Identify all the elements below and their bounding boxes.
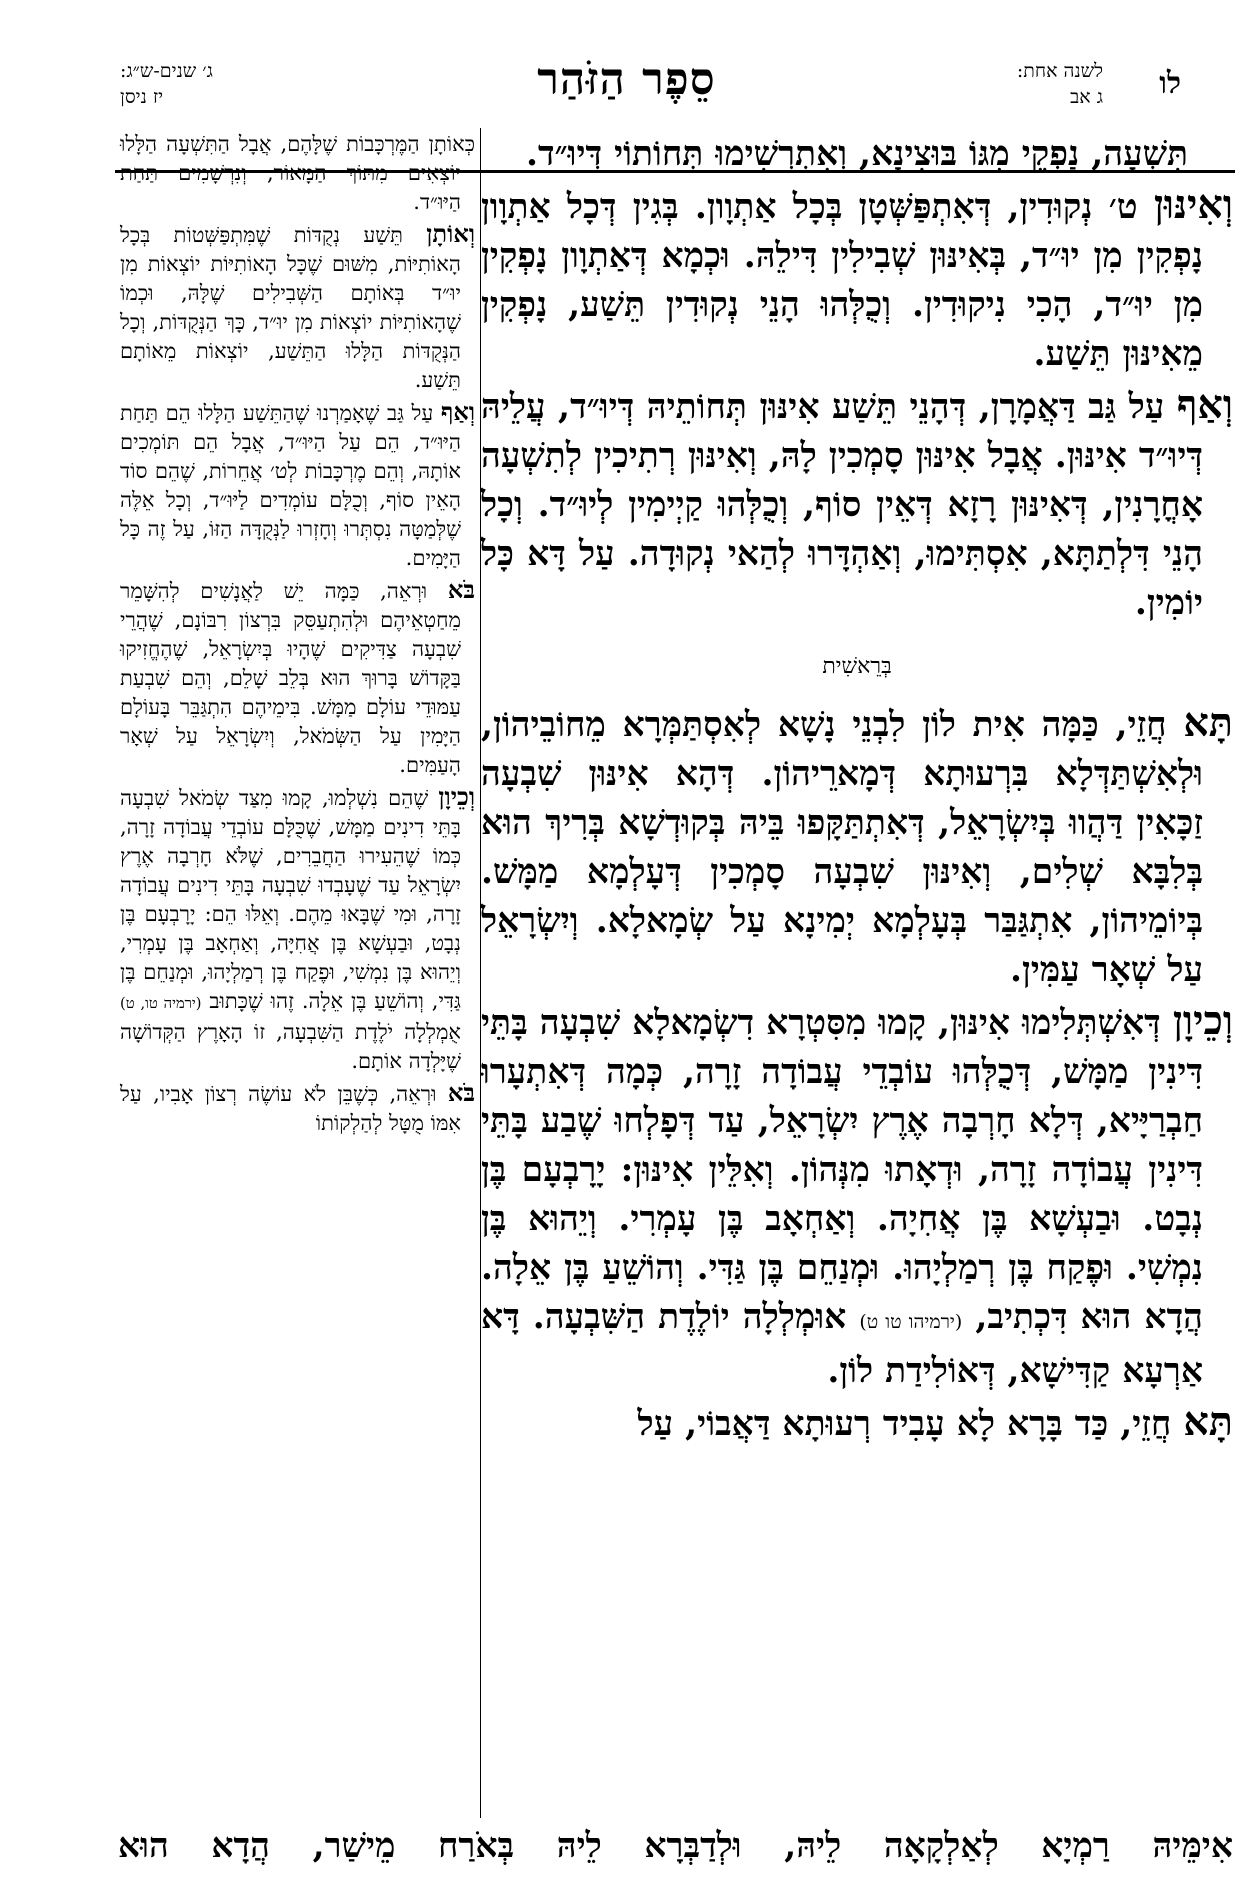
side-paragraph-2-lead: וְאוֹתָן	[426, 219, 475, 248]
main-paragraph-1: תִּשְׁעָה, נַפְקֵי מִגּוֹ בּוּצִינָא, וְאִתְרְשִׁימוּ תְּחוֹתוֹי דְּיוּ״ד.	[525, 134, 1189, 174]
schedule-three-years-label: ג׳ שנים-ש״ג:	[120, 60, 213, 82]
main-paragraph-2-lead: וְאִינּוּן	[1153, 182, 1233, 228]
side-paragraph-6-lead: בֹּא	[447, 1078, 475, 1107]
main-paragraph-3-lead: וְאַף	[1176, 382, 1233, 428]
book-title: סֵפֶר הַזֹּהַר	[537, 54, 716, 105]
side-paragraph-5-text: שֶׁהֵם נִשְׁלְמוּ, קָמוּ מִצַּד שְׂמֹאל שִׁבְעָה בָּתֵּי דִינִים מַמָּשׁ, שֶׁכֻּלָּם עוֹבְדֵי עֲבוֹדָה זָרָה, כְּמוֹ שֶׁהֵעִירוּ הַחֲבֵרִים, שֶׁלֹּא חָרְבָה אֶרֶץ יִשְׂרָאֵל עַד שֶׁעָבְדוּ שִׁבְעָה בָּתֵּי דִינִים עֲבוֹדָה זָרָה, וּמִי שֶׁבָּאוּ מֵהֶם. וְאֵלּוּ הֵם: יָרָבְעָם בֶּן נְבָט, וּבַעְשָׁא בֶּן אֲחִיָּה, וְאַחְאָב בֶּן עָמְרִי, וְיֵהוּא בֶּן נִמְשִׁי, וּפֶקַח בֶּן רְמַלְיָהוּ, וּמְנַחֵם בֶּן גַּדִּי, וְהוֹשֵׁעַ בֶּן אֵלָה. זֶהוּ שֶׁכָּתוּב	[120, 786, 461, 1013]
schedule-one-year-date: ג אב	[1070, 86, 1103, 108]
side-paragraph-2-text: תֵּשַׁע נְקֻדּוֹת שֶׁמִּתְפַּשְּׁטוֹת בְּכָל הָאוֹתִיּוֹת, מִשּׁוּם שֶׁכָּל הָאוֹתִיּוֹת יוֹצְאוֹת מִן יוּ״ד בְּאוֹתָם הַשְּׁבִילִים שֶׁלָּהּ, וּכְמוֹ שֶׁהָאוֹתִיּוֹת יוֹצְאוֹת מִן יוּ״ד, כָּךְ הַנְּקֻדּוֹת, וְכָל הַנְּקֻדּוֹת הַלָּלוּ הַתֵּשַׁע, יוֹצְאוֹת מֵאוֹתָם תֵּשַׁע.	[120, 223, 461, 392]
side-paragraph-1: כְּאוֹתָן הַמֶּרְכָּבוֹת שֶׁלָּהֶם, אֲבָל הַתִּשְׁעָה הַלָּלוּ יוֹצְאִים מִתּוֹךְ הַמָּאוֹר, וְנִרְשָׁמִים תַּחַת הַיּוּ״ד.	[120, 132, 475, 214]
full-width-bottom-line: אִימֵּיהּ רַמְיָא לְאַלְקָאָה לֵיהּ, וּלְדַבְּרָא לֵיהּ בְּאֹרַח מֵישַׁר, הֲדָא הוּא	[118, 1826, 1233, 1866]
main-paragraph-5-text: דְּאִשְׁתְּלִימוּ אִינּוּן, קָמוּ מִסִּטְרָא דִשְׂמָאלָא שִׁבְעָה בָּתֵּי דִּינִין מַמָּשׁ, דְּכֻלְּהוּ עוֹבְדֵי עֲבוֹדָה זָרָה, כְּמָה דְּאִתְעָרוּ חַבְרַיָּיא, דְּלָא חָרְבָה אֶרֶץ יִשְׂרָאֵל, עַד דְּפָלְחוּ שֶׁבַע בָּתֵּי דִּינִין עֲבוֹדָה זָרָה, וּדְאָתוּ מִנְּהוֹן. וְאִלֵּין אִינּוּן: יָרָבְעָם בֶּן נְבָט. וּבַעְשָׁא בֶּן אֲחִיָה. וְאַחְאָב בֶּן עָמְרִי. וְיֵהוּא בֶּן נִמְשִׁי. וּפֶקַח בֶּן רְמַלְיָהוּ. וּמְנַחֵם בֶּן גַּדִּי. וְהוֹשֵׁעַ בֶּן אֵלָה. הֲדָא הוּא דִּכְתִיב,	[481, 1003, 1204, 1337]
side-paragraph-6	[120, 1078, 475, 1138]
schedule-three-years-date: יז ניסן	[120, 86, 164, 108]
side-paragraph-5-text-end: אֻמְלְלָה יֹלֶדֶת הַשִּׁבְעָה, זוֹ הָאָרֶץ הַקְּדוֹשָׁה שֶׁיָּלְדָה אוֹתָם.	[120, 1020, 461, 1073]
side-paragraph-4-text: וּרְאֵה, כַּמָּה יֵשׁ לַאֲנָשִׁים לְהִשָּׁמֵר מֵחַטְאֵיהֶם וּלְהִתְעַסֵּק בִּרְצוֹן רִבּוֹנָם, שֶׁהֲרֵי שִׁבְעָה צַדִּיקִים שֶׁהָיוּ בְּיִשְׂרָאֵל, שֶׁהֶחֱזִיקוּ בַּקָּדוֹשׁ בָּרוּךְ הוּא בְּלֵב שָׁלֵם, וְהֵם שִׁבְעַת עַמּוּדֵי עוֹלָם מַמָּשׁ. בִּימֵיהֶם הִתְגַּבֵּר בָּעוֹלָם הַיָּמִין עַל הַשְּׂמֹאל, וְיִשְׂרָאֵל עַל שְׁאָר הָעַמִּים.	[120, 579, 461, 777]
side-paragraph-4	[120, 575, 475, 780]
main-paragraph-2-text: ט׳ נְקוּדִין, דְּאִתְפַּשְּׁטָן בְּכָל אַתְוָון. בְּגִין דְּכָל אַתְוָון נָפְקִין מִן יוּ״ד, בְּאִינּוּן שְׁבִילִין דִּילֵהּ. וּכְמָא דְּאַתְוָון נָפְקִין מִן יוּ״ד, הָכִי נִיקוּדִין. וְכֻלְּהוּ הָנֵי נְקוּדִין תֵּשַׁע, נָפְקִין מֵאִינּוּן תֵּשַׁע.	[481, 187, 1203, 374]
side-paragraph-5	[120, 782, 475, 1076]
side-paragraph-3-text: עַל גַּב שֶׁאָמַרְנוּ שֶׁהַתֵּשַׁע הַלָּלוּ הֵם תַּחַת הַיּוּ״ד, הֵם עַל הַיּוּ״ד, אֲבָל הֵם תּוֹמְכִים אוֹתָהּ, וְהֵם מֶרְכָּבוֹת לְט׳ אֲחֵרוֹת, שֶׁהֵם סוֹד הָאֵין סוֹף, וְכֻלָּם עוֹמְדִים לַיּוּ״ד, וְכָל אֵלֶּה שֶׁלְּמַטָּה נִסְתְּרוּ וְחָזְרוּ לַנְּקֻדָּה הַזּוֹ, עַל זֶה כָּל הַיָּמִים.	[120, 401, 461, 570]
side-verse-reference: (ירמיה טו, ט)	[120, 995, 202, 1012]
side-paragraph-2	[120, 219, 475, 395]
main-paragraph-4-text: חֲזֵי, כַּמָּה אִית לוֹן לִבְנֵי נָשָׁא לְאִסְתַּמְּרָא מֵחוֹבֵיהוֹן, וּלְאִשְׁתַּדְּלָא בִּרְעוּתָא דְּמָארֵיהוֹן. דְּהָא אִינּוּן שִׁבְעָה זַכָּאִין דַּהֲווּ בְּיִשְׂרָאֵל, דְּאִתְתַּקָּפוּ בֵּיהּ בְּקוּדְשָׁא בְּרִיךְ הוּא בְּלִבָּא שְׁלִים, וְאִינּוּן שִׁבְעָה סָמְכִין דְּעָלְמָא מַמָּשׁ. בְּיוֹמֵיהוֹן, אִתְגַּבַּר בְּעָלְמָא יְמִינָא עַל שְׂמָאלָא. וְיִשְׂרָאֵל עַל שְׁאָר עַמִּין.	[481, 705, 1203, 990]
main-paragraph-5-text-end: אוּמְלְלָה יוֹלֶדֶת הַשִּׁבְעָה. דָּא אַרְעָא קַדִּישָׁא, דְּאוֹלִידַת לוֹן.	[481, 1297, 1203, 1391]
side-paragraph-5-lead: וְכֵיוָן	[438, 782, 475, 811]
schedule-three-years	[120, 58, 213, 110]
aramaic-column	[481, 130, 1233, 1451]
main-paragraph-6-lead: תָּא	[1183, 1399, 1233, 1445]
main-paragraph-4-lead: תָּא	[1183, 700, 1233, 746]
main-paragraph-5	[481, 997, 1233, 1396]
main-paragraph-5-lead: וְכֵיוָן	[1172, 998, 1233, 1044]
main-paragraph-6	[481, 1398, 1233, 1449]
column-divider	[480, 128, 481, 1818]
page-number: לו	[1159, 66, 1181, 101]
side-paragraph-4-lead: בֹּא	[447, 575, 475, 604]
hebrew-translation-column	[120, 130, 475, 1140]
schedule-one-year-label: לשנה אחת:	[1016, 60, 1103, 82]
main-paragraph-3	[481, 381, 1233, 628]
main-paragraph-4	[481, 699, 1233, 995]
main-paragraph-2	[481, 181, 1233, 379]
side-paragraph-3-lead: וְאַף	[440, 397, 475, 426]
side-paragraph-3	[120, 397, 475, 573]
side-paragraph-6-text: וּרְאֵה, כְּשֶׁבֵּן לֹא עוֹשֶׂה רְצוֹן אָבִיו, עַל אִמּוֹ מֻטָּל לְהַלְקוֹתוֹ	[120, 1082, 461, 1135]
main-verse-reference: (ירמיהו טו ט)	[859, 1311, 963, 1333]
main-paragraph-3-text: עַל גַּב דַּאֲמָרָן, דְּהָנֵי תֵּשַׁע אִינּוּן תְּחוֹתֵיהּ דְּיוּ״ד, עֲלֵיהּ דְּיוּ״ד אִינּוּן. אֲבָל אִינּוּן סָמְכִין לָהּ, וְאִינּוּן רְתִיכִין לְתִשְׁעָה אָחֳרָנִין, דְּאִינּוּן רָזָא דְּאֵין סוֹף, וְכֻלְּהוּ קַיְימִין לְיוּ״ד. וְכָל הָנֵי דִּלְתַתָּא, אִסְתִּימוּ, וְאַהְדָּרוּ לְהַאי נְקוּדָה. עַל דָּא כָּל יוֹמִין.	[481, 387, 1203, 623]
section-heading: בְּרֵאשִׁית	[822, 654, 892, 679]
main-paragraph-6-text: חֲזֵי, כַּד בָּרָא לָא עָבִיד רְעוּתָא דַּאֲבוֹי, עַל	[637, 1404, 1184, 1444]
page-header	[0, 52, 1253, 124]
